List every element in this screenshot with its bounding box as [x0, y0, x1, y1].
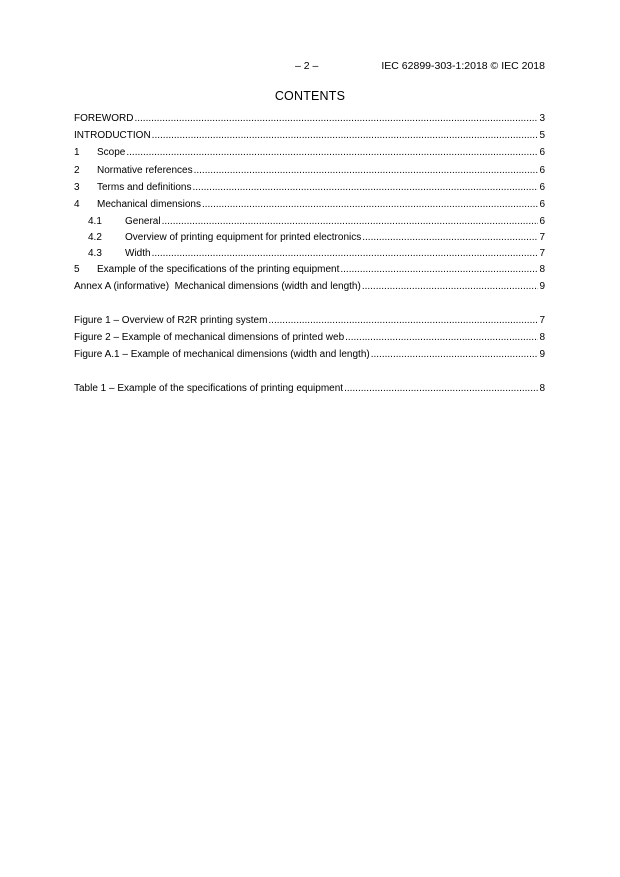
toc-entry-page: 5 — [539, 130, 545, 141]
figure-entry-title: Figure 2 – Example of mechanical dimensions of printed web — [74, 332, 345, 343]
toc-entry-number: 4 — [74, 199, 80, 210]
figure-entry-1[interactable] — [74, 314, 545, 328]
toc-entry-number: 3 — [74, 182, 80, 193]
toc-entry-title: General — [125, 216, 161, 227]
toc-entry-example-specifications[interactable] — [74, 263, 545, 277]
dot-leader — [152, 129, 539, 143]
dot-leader — [126, 146, 538, 160]
toc-entry-title: Example of the specifications of the printing equipment — [97, 264, 340, 275]
toc-entry-number: 4.2 — [88, 232, 102, 243]
figure-entry-page: 9 — [539, 349, 545, 360]
toc-entry-title: Width — [125, 248, 151, 259]
figure-entry-2[interactable] — [74, 331, 545, 345]
dot-leader — [268, 314, 538, 328]
dot-leader — [134, 112, 538, 126]
contents-title: CONTENTS — [274, 89, 346, 103]
toc-entry-page: 6 — [539, 147, 545, 158]
toc-entry-title: Scope — [97, 147, 126, 158]
toc-entry-page: 6 — [539, 165, 545, 176]
toc-entry-page: 7 — [539, 232, 545, 243]
dot-leader — [344, 382, 538, 396]
toc-entry-page: 7 — [539, 248, 545, 259]
figure-entry-title: Figure A.1 – Example of mechanical dimensions (width and length) — [74, 349, 370, 360]
toc-entry-title: Normative references — [97, 165, 193, 176]
table-entry-title: Table 1 – Example of the specifications of printing equipment — [74, 383, 344, 394]
toc-entry-number: 4.3 — [88, 248, 102, 259]
toc-entry-page: 6 — [539, 199, 545, 210]
toc-entry-title: Terms and definitions — [97, 182, 192, 193]
toc-entry-number: 1 — [74, 147, 80, 158]
table-entry-1[interactable] — [74, 382, 545, 396]
dot-leader — [340, 263, 538, 277]
dot-leader — [202, 198, 538, 212]
figure-entry-a1[interactable] — [74, 348, 545, 362]
toc-entry-page: 6 — [539, 182, 545, 193]
figure-entry-page: 8 — [539, 332, 545, 343]
table-entry-page: 8 — [539, 383, 545, 394]
toc-entry-number: 5 — [74, 264, 80, 275]
toc-entry-annex-a[interactable] — [74, 280, 545, 294]
toc-entry-foreword[interactable] — [74, 112, 545, 126]
page-header — [0, 59, 620, 73]
dot-leader — [371, 348, 539, 362]
dot-leader — [152, 247, 539, 261]
toc-entry-title: Annex A (informative) Mechanical dimensions (width and length) — [74, 281, 361, 292]
toc-entry-general[interactable] — [74, 215, 545, 229]
dot-leader — [194, 164, 539, 178]
dot-leader — [345, 331, 538, 345]
figure-entry-page: 7 — [539, 315, 545, 326]
toc-entry-title: Mechanical dimensions — [97, 199, 201, 210]
dot-leader — [362, 280, 539, 294]
toc-entry-introduction[interactable] — [74, 129, 545, 143]
toc-entry-scope[interactable] — [74, 146, 545, 160]
toc-entry-title: FOREWORD — [74, 113, 134, 124]
toc-entry-page: 9 — [539, 281, 545, 292]
toc-entry-number: 2 — [74, 165, 80, 176]
toc-entry-terms-and-definitions[interactable] — [74, 181, 545, 195]
toc-entry-page: 3 — [539, 113, 545, 124]
dot-leader — [162, 215, 539, 229]
dot-leader — [362, 231, 538, 245]
page-number: – 2 – — [295, 60, 319, 72]
dot-leader — [193, 181, 539, 195]
toc-entry-mechanical-dimensions[interactable] — [74, 198, 545, 212]
document-id: IEC 62899-303-1:2018 © IEC 2018 — [381, 60, 545, 72]
toc-entry-number: 4.1 — [88, 216, 102, 227]
figure-entry-title: Figure 1 – Overview of R2R printing system — [74, 315, 268, 326]
toc-entry-page: 8 — [539, 264, 545, 275]
toc-entry-title: INTRODUCTION — [74, 130, 151, 141]
toc-entry-title: Overview of printing equipment for printed electronics — [125, 232, 362, 243]
toc-entry-normative-references[interactable] — [74, 164, 545, 178]
toc-entry-overview-printing-equipment[interactable] — [74, 231, 545, 245]
toc-entry-width[interactable] — [74, 247, 545, 261]
toc-entry-page: 6 — [539, 216, 545, 227]
